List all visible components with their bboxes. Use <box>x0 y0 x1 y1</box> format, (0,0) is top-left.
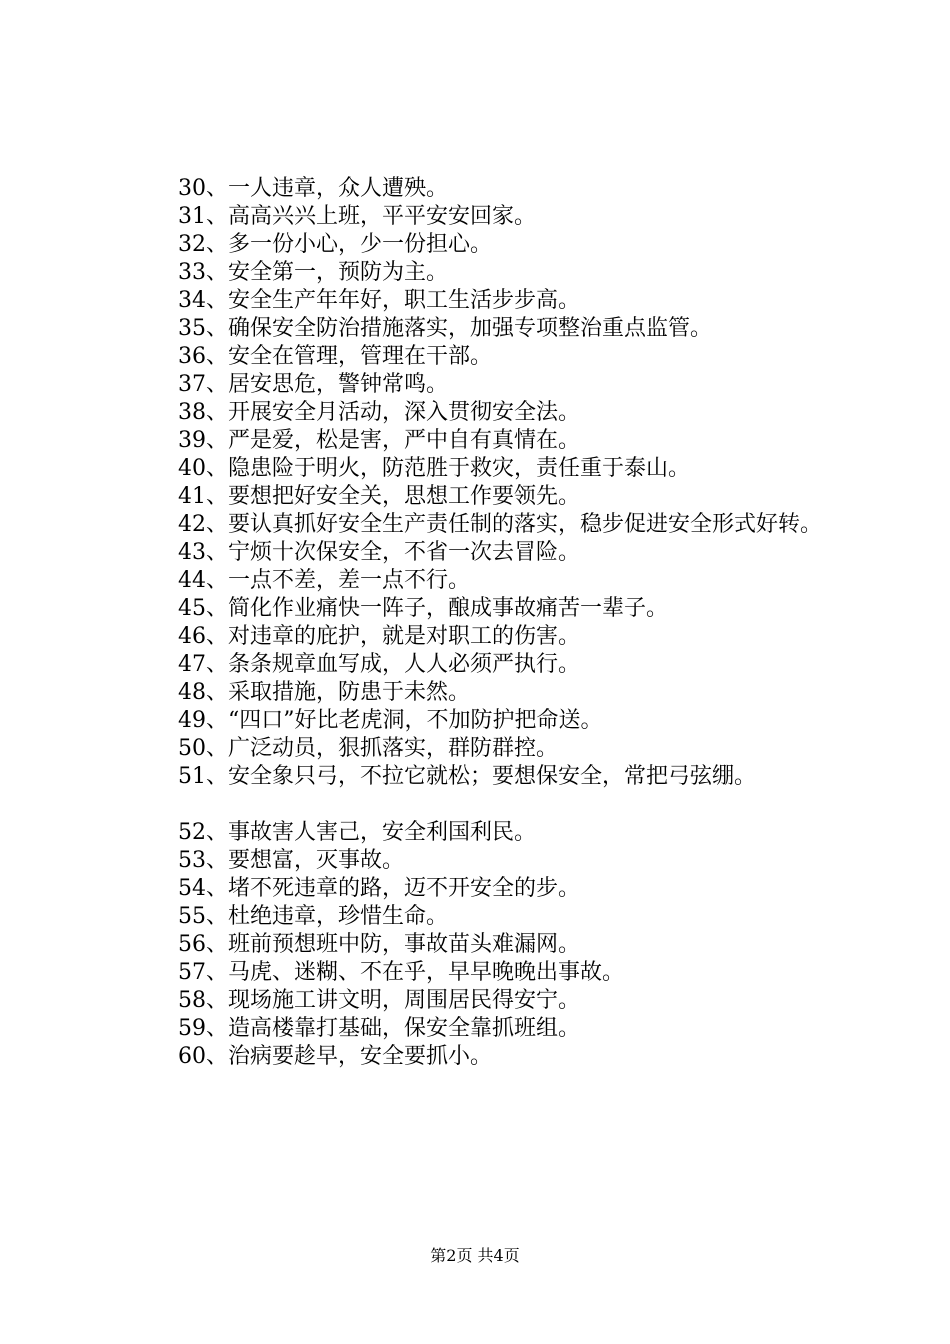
list-item: 58、现场施工讲文明，周围居民得安宁。 <box>178 988 580 1013</box>
list-item: 44、一点不差，差一点不行。 <box>178 568 470 593</box>
list-item: 60、治病要趁早，安全要抓小。 <box>178 1044 492 1069</box>
list-item: 55、杜绝违章，珍惜生命。 <box>178 904 448 929</box>
list-item: 36、安全在管理，管理在干部。 <box>178 344 492 369</box>
list-item: 33、安全第一，预防为主。 <box>178 260 448 285</box>
list-item: 41、要想把好安全关，思想工作要领先。 <box>178 484 580 509</box>
list-item: 46、对违章的庇护，就是对职工的伤害。 <box>178 624 580 649</box>
list-item: 38、开展安全月活动，深入贯彻安全法。 <box>178 400 580 425</box>
list-item: 56、班前预想班中防，事故苗头难漏网。 <box>178 932 580 957</box>
page-footer: 第2页 共4页 <box>430 1246 520 1265</box>
list-item: 48、采取措施，防患于未然。 <box>178 680 470 705</box>
list-item: 54、堵不死违章的路，迈不开安全的步。 <box>178 876 580 901</box>
list-item: 57、马虎、迷糊、不在乎，早早晚晚出事故。 <box>178 960 624 985</box>
slogan-list <box>128 175 848 1071</box>
list-item: 53、要想富，灭事故。 <box>178 848 404 873</box>
list-item: 47、条条规章血写成，人人必须严执行。 <box>178 652 580 677</box>
list-item: 35、确保安全防治措施落实，加强专项整治重点监管。 <box>178 316 712 341</box>
list-item: 52、事故害人害己，安全利国利民。 <box>178 820 536 845</box>
list-item: 42、要认真抓好安全生产责任制的落实，稳步促进安全形式好转。 <box>178 512 822 537</box>
list-item: 40、隐患险于明火，防范胜于救灾，责任重于泰山。 <box>178 456 690 481</box>
list-item: 37、居安思危，警钟常鸣。 <box>178 372 448 397</box>
list-item: 31、高高兴兴上班，平平安安回家。 <box>178 204 536 229</box>
list-item: 45、简化作业痛快一阵子，酿成事故痛苦一辈子。 <box>178 596 668 621</box>
list-item: 50、广泛动员，狠抓落实，群防群控。 <box>178 736 558 761</box>
list-item: 34、安全生产年年好，职工生活步步高。 <box>178 288 580 313</box>
list-item: 59、造高楼靠打基础，保安全靠抓班组。 <box>178 1016 580 1041</box>
list-item: 43、宁烦十次保安全，不省一次去冒险。 <box>178 540 580 565</box>
list-item: 30、一人违章，众人遭殃。 <box>178 176 448 201</box>
list-item: 32、多一份小心，少一份担心。 <box>178 232 492 257</box>
list-item: 39、严是爱，松是害，严中自有真情在。 <box>178 428 580 453</box>
list-item: 49、“四口”好比老虎洞，不加防护把命送。 <box>178 708 603 733</box>
list-item: 51、安全象只弓，不拉它就松；要想保安全，常把弓弦绷。 <box>178 764 756 789</box>
